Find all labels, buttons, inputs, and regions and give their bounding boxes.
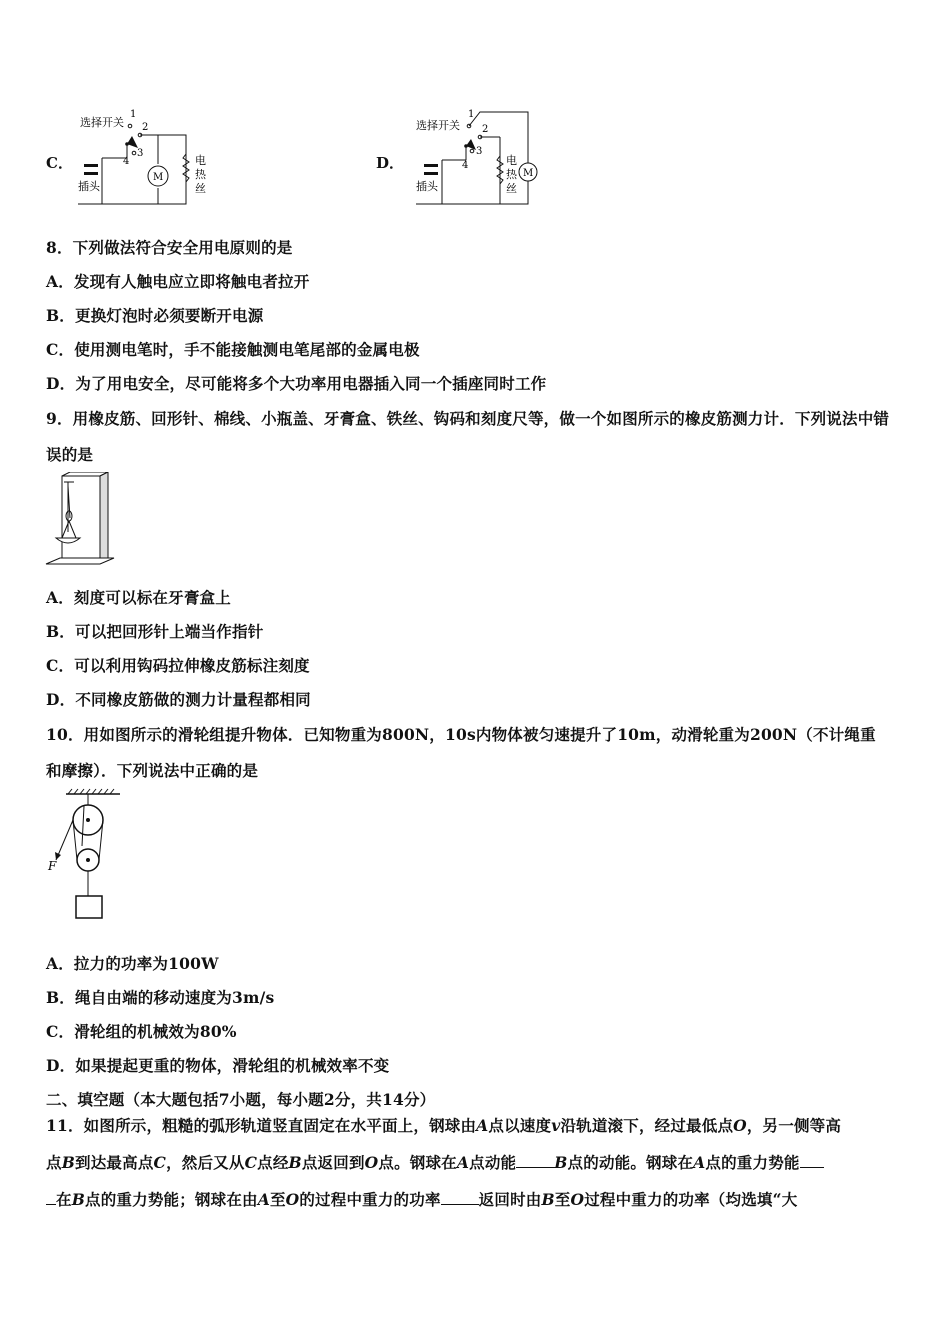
q11-text: 点动能 xyxy=(469,1153,517,1172)
q9-option-c: C．可以利用钩码拉伸橡皮筋标注刻度 xyxy=(46,656,310,675)
heater-label-2: 热 xyxy=(195,168,206,181)
heater-label-3: 丝 xyxy=(195,182,206,195)
q11-text: 点以速度 xyxy=(488,1116,552,1135)
q10-stem-line-2: 和摩擦）．下列说法中正确的是 xyxy=(46,761,259,780)
switch-pos-1: 1 xyxy=(130,109,137,120)
motor-label: M xyxy=(153,172,164,183)
q11-var: O xyxy=(364,1153,379,1172)
q11-text: 点。钢球在 xyxy=(378,1153,457,1172)
pulley-system-figure xyxy=(44,788,134,924)
switch-pos-3: 3 xyxy=(137,148,144,159)
plug-label: 插头 xyxy=(78,180,100,193)
heater-label-1: 电 xyxy=(506,154,517,167)
q9-option-a: A．刻度可以标在牙膏盒上 xyxy=(46,588,231,607)
q11-text: ，另一侧等高 xyxy=(746,1116,842,1135)
answer-blank-2b[interactable] xyxy=(46,1203,56,1205)
q11-text: 在 xyxy=(56,1190,72,1209)
force-label: F xyxy=(48,859,57,873)
q10-option-a: A．拉力的功率为100W xyxy=(46,954,219,973)
answer-blank-2a[interactable] xyxy=(800,1166,824,1168)
q9-stem-line-2: 误的是 xyxy=(46,445,94,464)
q11-text: 过程中重力的功率（均选填“大 xyxy=(584,1190,798,1209)
switch-pos-3: 3 xyxy=(476,146,483,157)
q8-option-d: D．为了用电安全，尽可能将多个大功率用电器插入同一个插座同时工作 xyxy=(46,374,547,393)
q11-text: 点的重力势能；钢球在由 xyxy=(85,1190,258,1209)
heater-label-1: 电 xyxy=(195,154,206,167)
q8-stem: 8．下列做法符合安全用电原则的是 xyxy=(46,238,293,257)
q9-option-d: D．不同橡皮筋做的测力计量程都相同 xyxy=(46,690,311,709)
q11-text: 点返回到 xyxy=(301,1153,365,1172)
q11-var: B xyxy=(541,1190,555,1209)
plug-pin-icon xyxy=(424,164,438,167)
q11-text: ，然后又从 xyxy=(166,1153,245,1172)
q8-option-a: A．发现有人触电应立即将触电者拉开 xyxy=(46,272,310,291)
switch-label: 选择开关 xyxy=(416,119,460,132)
q11-var: C xyxy=(153,1153,167,1172)
q11-text: 11．如图所示，粗糙的弧形轨道竖直固定在水平面上，钢球由 xyxy=(46,1116,477,1135)
q8-option-b: B．更换灯泡时必须要断开电源 xyxy=(46,306,264,325)
circuit-diagram-c xyxy=(74,106,224,206)
q11-var: A xyxy=(693,1153,706,1172)
q11-var: A xyxy=(456,1153,470,1172)
option-c-label: C． xyxy=(46,154,73,172)
q11-line-1 xyxy=(46,1114,841,1136)
q11-var: O xyxy=(570,1190,585,1209)
heater-label-2: 热 xyxy=(506,168,517,181)
switch-pos-1: 1 xyxy=(468,109,475,120)
option-d-label: D． xyxy=(376,154,405,172)
motor-label: M xyxy=(523,168,534,179)
circuit-diagram-d xyxy=(412,106,562,206)
load-block xyxy=(76,896,102,918)
q11-text: 点的动能。钢球在 xyxy=(567,1153,694,1172)
section-2-heading: 二、填空题（本大题包括7小题，每小题2分，共14分） xyxy=(46,1090,436,1109)
switch-pos-2: 2 xyxy=(142,122,149,133)
plug-label: 插头 xyxy=(416,180,438,193)
q11-var: O xyxy=(733,1116,747,1135)
q9-option-b: B．可以把回形针上端当作指针 xyxy=(46,622,264,641)
q10-option-b: B．绳自由端的移动速度为3m/s xyxy=(46,988,275,1007)
q11-var: C xyxy=(244,1153,258,1172)
switch-pos-2: 2 xyxy=(482,124,489,135)
q10-stem-line-1: 10．用如图所示的滑轮组提升物体．已知物重为800N，10s内物体被匀速提升了10m，动滑轮重为200N（不计绳重 xyxy=(46,725,876,744)
heater-label-3: 丝 xyxy=(506,182,517,195)
q11-text: 至 xyxy=(269,1190,286,1209)
q11-var: B xyxy=(288,1153,302,1172)
q11-text: 沿轨道滚下，经过最低点 xyxy=(560,1116,734,1135)
q11-var: v xyxy=(551,1116,561,1135)
q11-text: 的过程中重力的功率 xyxy=(299,1190,441,1209)
q9-stem-line-1: 9．用橡皮筋、回形针、棉线、小瓶盖、牙膏盒、铁丝、钩码和刻度尺等，做一个如图所示的橡皮筋测力计．下列说法中错 xyxy=(46,409,890,428)
switch-pos-4: 4 xyxy=(123,156,130,167)
q10-option-c: C．滑轮组的机械效为80% xyxy=(46,1022,237,1041)
q11-text: 点 xyxy=(46,1153,62,1172)
q8-option-c: C．使用测电笔时，手不能接触测电笔尾部的金属电极 xyxy=(46,340,420,359)
q11-var: B xyxy=(554,1153,568,1172)
q10-option-d: D．如果提起更重的物体，滑轮组的机械效率不变 xyxy=(46,1056,390,1075)
switch-label: 选择开关 xyxy=(80,116,124,129)
q11-text: 点的重力势能 xyxy=(705,1153,800,1172)
rubber-band-dynamometer-figure xyxy=(44,472,116,572)
answer-blank-3[interactable] xyxy=(441,1203,479,1205)
switch-pos-4: 4 xyxy=(462,160,469,171)
q11-var: O xyxy=(285,1190,300,1209)
q11-var: B xyxy=(61,1153,76,1172)
q11-text: 到达最高点 xyxy=(75,1153,154,1172)
q11-text: 返回时由 xyxy=(478,1190,542,1209)
q11-var: A xyxy=(257,1190,270,1209)
q11-text: 点经 xyxy=(257,1153,289,1172)
q11-var: B xyxy=(71,1190,86,1209)
answer-blank-1[interactable] xyxy=(516,1166,554,1168)
q11-var: A xyxy=(476,1116,489,1135)
q11-line-2 xyxy=(46,1151,824,1173)
q11-text: 至 xyxy=(554,1190,571,1209)
plug-pin-icon xyxy=(84,164,98,167)
q11-line-3 xyxy=(46,1188,797,1210)
